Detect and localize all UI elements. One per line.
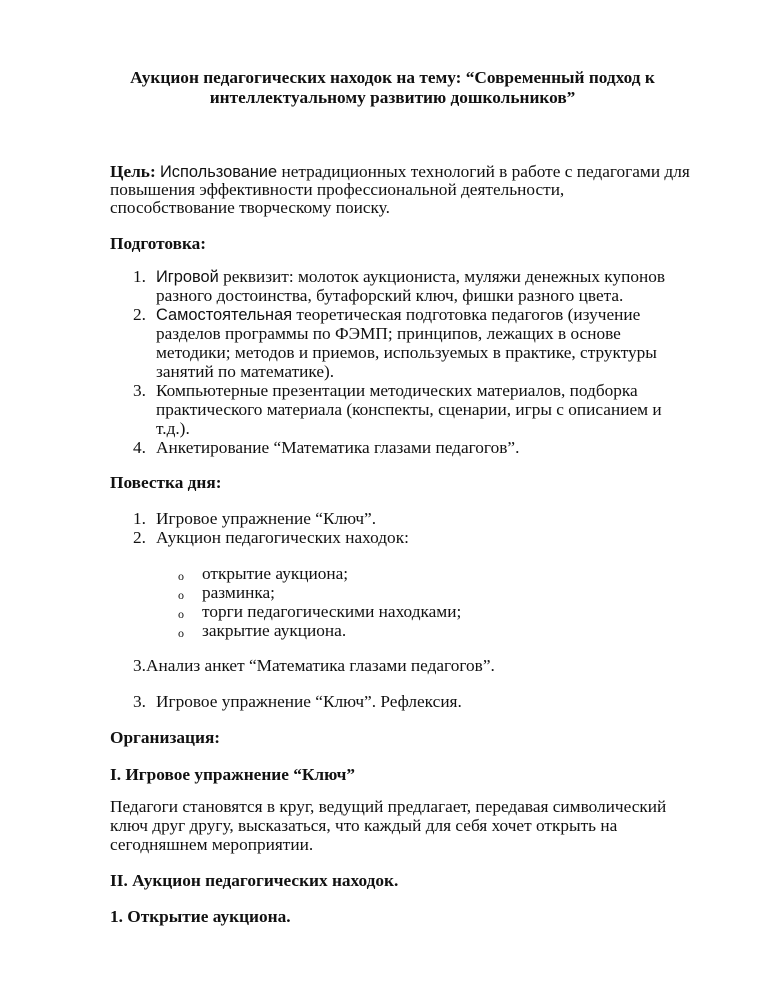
prep-item-2-line-1 [156, 305, 640, 325]
agenda-subitem-1: открытие аукциона; [202, 564, 349, 583]
goal-label: Цель: [110, 162, 156, 181]
prep-item-2-number: 2. [133, 305, 146, 324]
agenda-item-3b-number: 3. [133, 692, 146, 711]
agenda-item-3-analysis: 3.Анализ анкет “Математика глазами педагогов”. [133, 656, 495, 675]
goal-line-3: способствование творческому поиску. [110, 198, 390, 217]
prep-item-2-text: теоретическая подготовка педагогов (изучение [292, 305, 641, 324]
bullet-icon: o [178, 607, 184, 621]
bullet-icon: o [178, 626, 184, 640]
agenda-subitem-4: закрытие аукциона. [202, 621, 347, 640]
prep-item-4-number: 4. [133, 438, 146, 457]
agenda-heading: Повестка дня: [110, 473, 222, 492]
title-line-2: интеллектуальному развитию дошкольников” [209, 88, 576, 107]
agenda-item-3b: Игровое упражнение “Ключ”. Рефлексия. [156, 692, 462, 711]
prep-item-1-lead: Игровой [156, 268, 219, 286]
goal-lead-word: Использование [160, 163, 278, 181]
bullet-icon: o [178, 588, 184, 602]
section-1-line-2: ключ друг другу, высказаться, что каждый для себя хочет открыть на [110, 816, 618, 835]
section-1-line-1: Педагоги становятся в круг, ведущий предлагает, передавая символический [110, 797, 667, 816]
agenda-item-1-number: 1. [133, 509, 146, 528]
section-1-line-3: сегодняшнем мероприятии. [110, 835, 314, 854]
title-line-1: Аукцион педагогических находок на тему: “Современный подход к [130, 68, 655, 87]
agenda-subitem-3: торги педагогическими находками; [202, 602, 462, 621]
goal-line-1-rest: нетрадиционных технологий в работе с педагогами для [277, 162, 690, 181]
agenda-subitem-2: разминка; [202, 583, 275, 602]
bullet-icon: o [178, 569, 184, 583]
prep-item-2-line-4: занятий по математике). [156, 362, 335, 381]
agenda-item-2-number: 2. [133, 528, 146, 547]
document-title [110, 68, 675, 108]
prep-item-3-number: 3. [133, 381, 146, 400]
agenda-item-2: Аукцион педагогических находок: [156, 528, 409, 547]
prep-item-3-line-3: т.д.). [156, 419, 190, 438]
section-1-heading: I. Игровое упражнение “Ключ” [110, 765, 356, 784]
goal-line-2: повышения эффективности профессиональной деятельности, [110, 180, 565, 199]
prep-item-1-line-2: разного достоинства, бутафорский ключ, фишки разного цвета. [156, 286, 624, 305]
prep-item-3-line-2: практического материала (конспекты, сценарии, игры с описанием и [156, 400, 662, 419]
section-2-heading: II. Аукцион педагогических находок. [110, 871, 399, 890]
prep-item-2-line-3: методики; методов и приемов, используемых в практике, структуры [156, 343, 657, 362]
preparation-heading: Подготовка: [110, 234, 207, 253]
prep-item-1-text: реквизит: молоток аукциониста, муляжи денежных купонов [218, 267, 666, 286]
agenda-item-1: Игровое упражнение “Ключ”. [156, 509, 377, 528]
goal-line-1 [110, 162, 690, 182]
section-2-subheading: 1. Открытие аукциона. [110, 907, 291, 926]
prep-item-2-lead: Самостоятельная [156, 306, 293, 324]
prep-item-2-line-2: разделов программы по ФЭМП; принципов, лежащих в основе [156, 324, 621, 343]
prep-item-1-line-1 [156, 267, 665, 287]
prep-item-3-line-1: Компьютерные презентации методических материалов, подборка [156, 381, 638, 400]
organization-heading: Организация: [110, 728, 221, 747]
prep-item-4-line-1: Анкетирование “Математика глазами педагогов”. [156, 438, 520, 457]
prep-item-1-number: 1. [133, 267, 146, 286]
